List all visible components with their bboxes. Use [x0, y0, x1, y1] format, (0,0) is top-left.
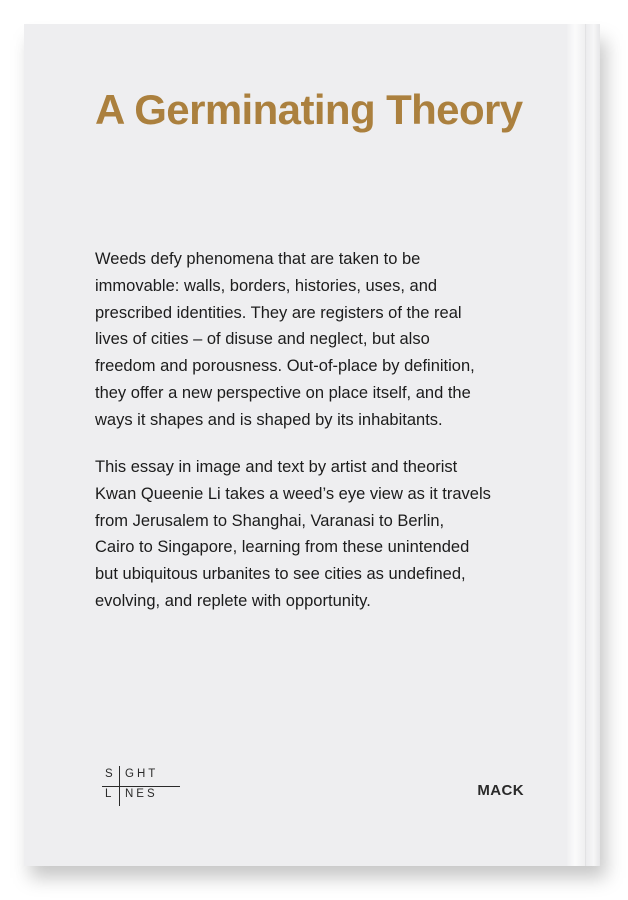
blurb-paragraph-1: Weeds defy phenomena that are taken to be immovable: walls, borders, histories, uses, and prescribed identities. They are registers of the real lives of cities – of disuse and neglect, but also freedom and porousness. Out-of-place by definition, they offer a new perspective on place itself, and the ways it shapes and is shaped by its inhabitants. [95, 250, 475, 429]
logo-letter-s: S [105, 768, 116, 780]
book-title: A Germinating Theory [95, 86, 523, 133]
book-back-cover [24, 24, 600, 866]
book-spine-edge [585, 24, 600, 866]
sight-lines-logo [102, 766, 188, 810]
logo-letter-l: L [105, 788, 115, 800]
blurb-paragraph-2: This essay in image and text by artist and theorist Kwan Queenie Li takes a weed’s eye view as it travels from Jerusalem to Shanghai, Varanasi to Berlin, Cairo to Singapore, learning from these unintended but ubiquitous urbanites to see cities as undefined, evolving, and replete with opportunity. [95, 458, 491, 610]
spine-highlight [566, 24, 586, 866]
logo-letters-ght: GHT [125, 768, 159, 780]
publisher-name: MACK [477, 782, 524, 799]
logo-letters-nes: NES [125, 788, 158, 800]
